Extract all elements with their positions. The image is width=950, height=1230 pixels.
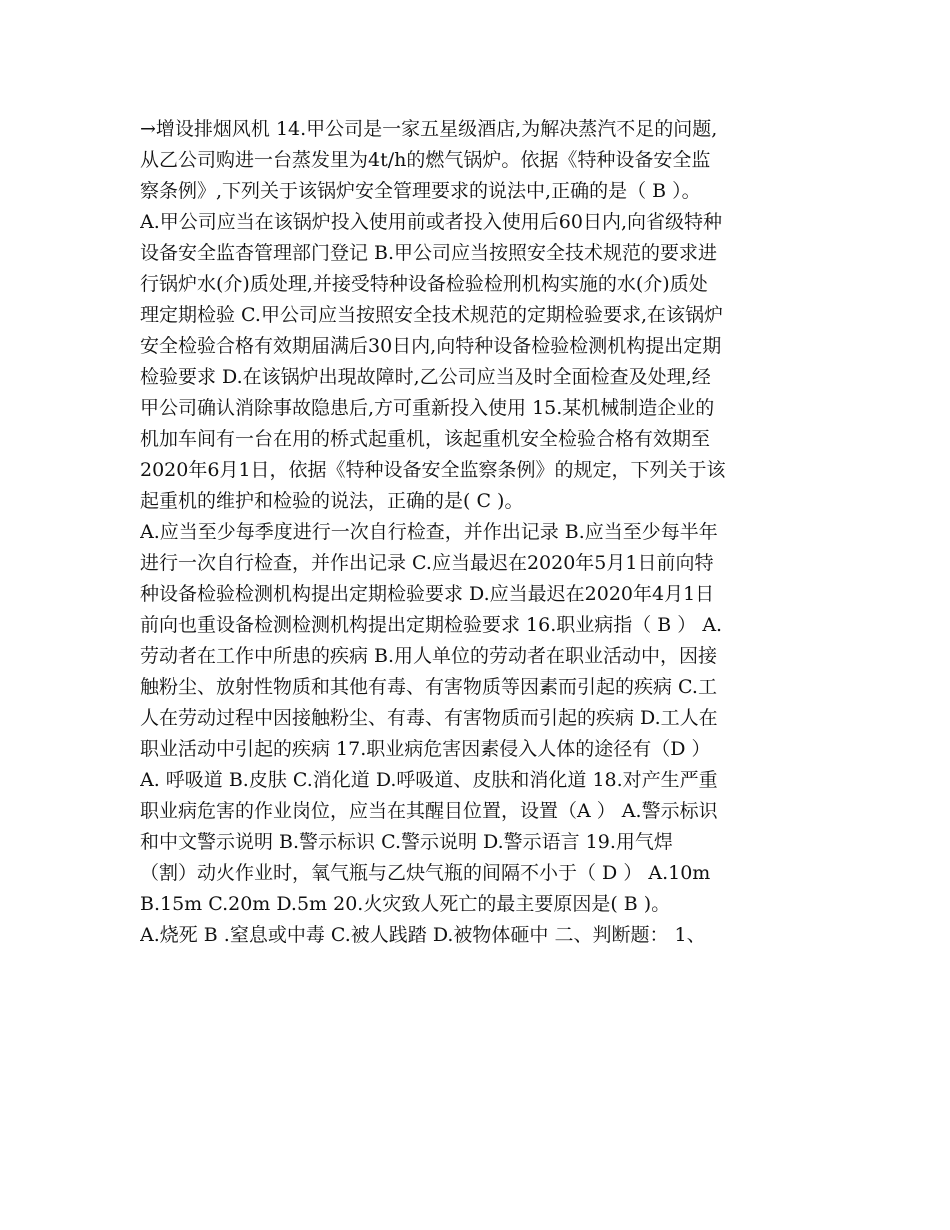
- text-line: 种设备检验检测机构提出定期检验要求 D.应当最迟在2020年4月1日: [140, 583, 715, 605]
- text-line: 行锅炉水(介)质处理,并接受特种设备检验检刑机构实施的水(介)质处: [140, 273, 708, 295]
- text-line: 安全检验合格有效期届满后30日内,向特种设备检验检测机构提出定期: [140, 335, 722, 357]
- text-line: A.甲公司应当在该锅炉投入使用前或者投入使用后60日内,向省级特种: [140, 211, 722, 233]
- text-line: B.15m C.20m D.5m 20.火灾致人死亡的最主要原因是( B )。: [140, 893, 671, 915]
- text-line: 察条例》,下列关于该锅炉安全管理要求的说法中,正确的是（ B ）。: [140, 180, 701, 202]
- text-line: 起重机的维护和检验的说法，正确的是( C )。: [140, 490, 524, 512]
- text-line: →增设排烟风机 14.甲公司是一家五星级酒店,为解决蒸汽不足的问题,: [140, 118, 718, 140]
- text-line: （割）动火作业时，氧气瓶与乙炔气瓶的间隔不小于（ D ） A.10m: [140, 862, 711, 884]
- text-line: 机加车间有一台在用的桥式起重机，该起重机安全检验合格有效期至: [140, 428, 711, 450]
- text-line: A.应当至少每季度进行一次自行检查，并作出记录 B.应当至少每半年: [140, 521, 718, 543]
- text-line: 2020年6月1日，依据《特种设备安全监察条例》的规定，下列关于该: [140, 459, 726, 481]
- text-line: 前向也重设备检测检测机构提出定期检验要求 16.职业病指（ B ） A.: [140, 614, 723, 636]
- text-line: 进行一次自行检查，并作出记录 C.应当最迟在2020年5月1日前向特: [140, 552, 714, 574]
- text-line: 人在劳动过程中因接触粉尘、有毒、有害物质而引起的疾病 D.工人在: [140, 707, 718, 729]
- text-line: 检验要求 D.在该锅炉出現故障时,乙公司应当及时全面检查及处理,经: [140, 366, 711, 388]
- text-line: 职业活动中引起的疾病 17.职业病危害因素侵入人体的途径有（D ）: [140, 738, 711, 760]
- text-line: 和中文警示说明 B.警示标识 C.警示说明 D.警示语言 19.用气焊: [140, 831, 673, 853]
- text-line: 职业病危害的作业岗位，应当在其醒目位置，设置（A ） A.警示标识: [140, 800, 718, 822]
- text-line: 甲公司确认消除事故隐患后,方可重新投入使用 15.某机械制造企业的: [140, 397, 715, 419]
- text-line: 设备安全监杳管理部门登记 B.甲公司应当按照安全技术规范的要求进: [140, 242, 718, 264]
- text-line: A. 呼吸道 B.皮肤 C.消化道 D.呼吸道、皮肤和消化道 18.对产生严重: [140, 769, 718, 791]
- document-body: [140, 114, 820, 951]
- text-line: 触粉尘、放射性物质和其他有毒、有害物质等因素而引起的疾病 C.工: [140, 676, 717, 698]
- text-line: 从乙公司购进一台蒸发里为4t/h的燃气锅炉。依据《特种设备安全监: [140, 149, 711, 171]
- text-line: 劳动者在工作中所患的疾病 B.用人单位的劳动者在职业活动中，因接: [140, 645, 718, 667]
- text-line: A.烧死 B .窒息或中毒 C.被人践踏 D.被物体砸中 二、判断题： 1、: [140, 924, 706, 946]
- text-line: 理定期检验 C.甲公司应当按照安全技术规范的定期检验要求,在该锅炉: [140, 304, 723, 326]
